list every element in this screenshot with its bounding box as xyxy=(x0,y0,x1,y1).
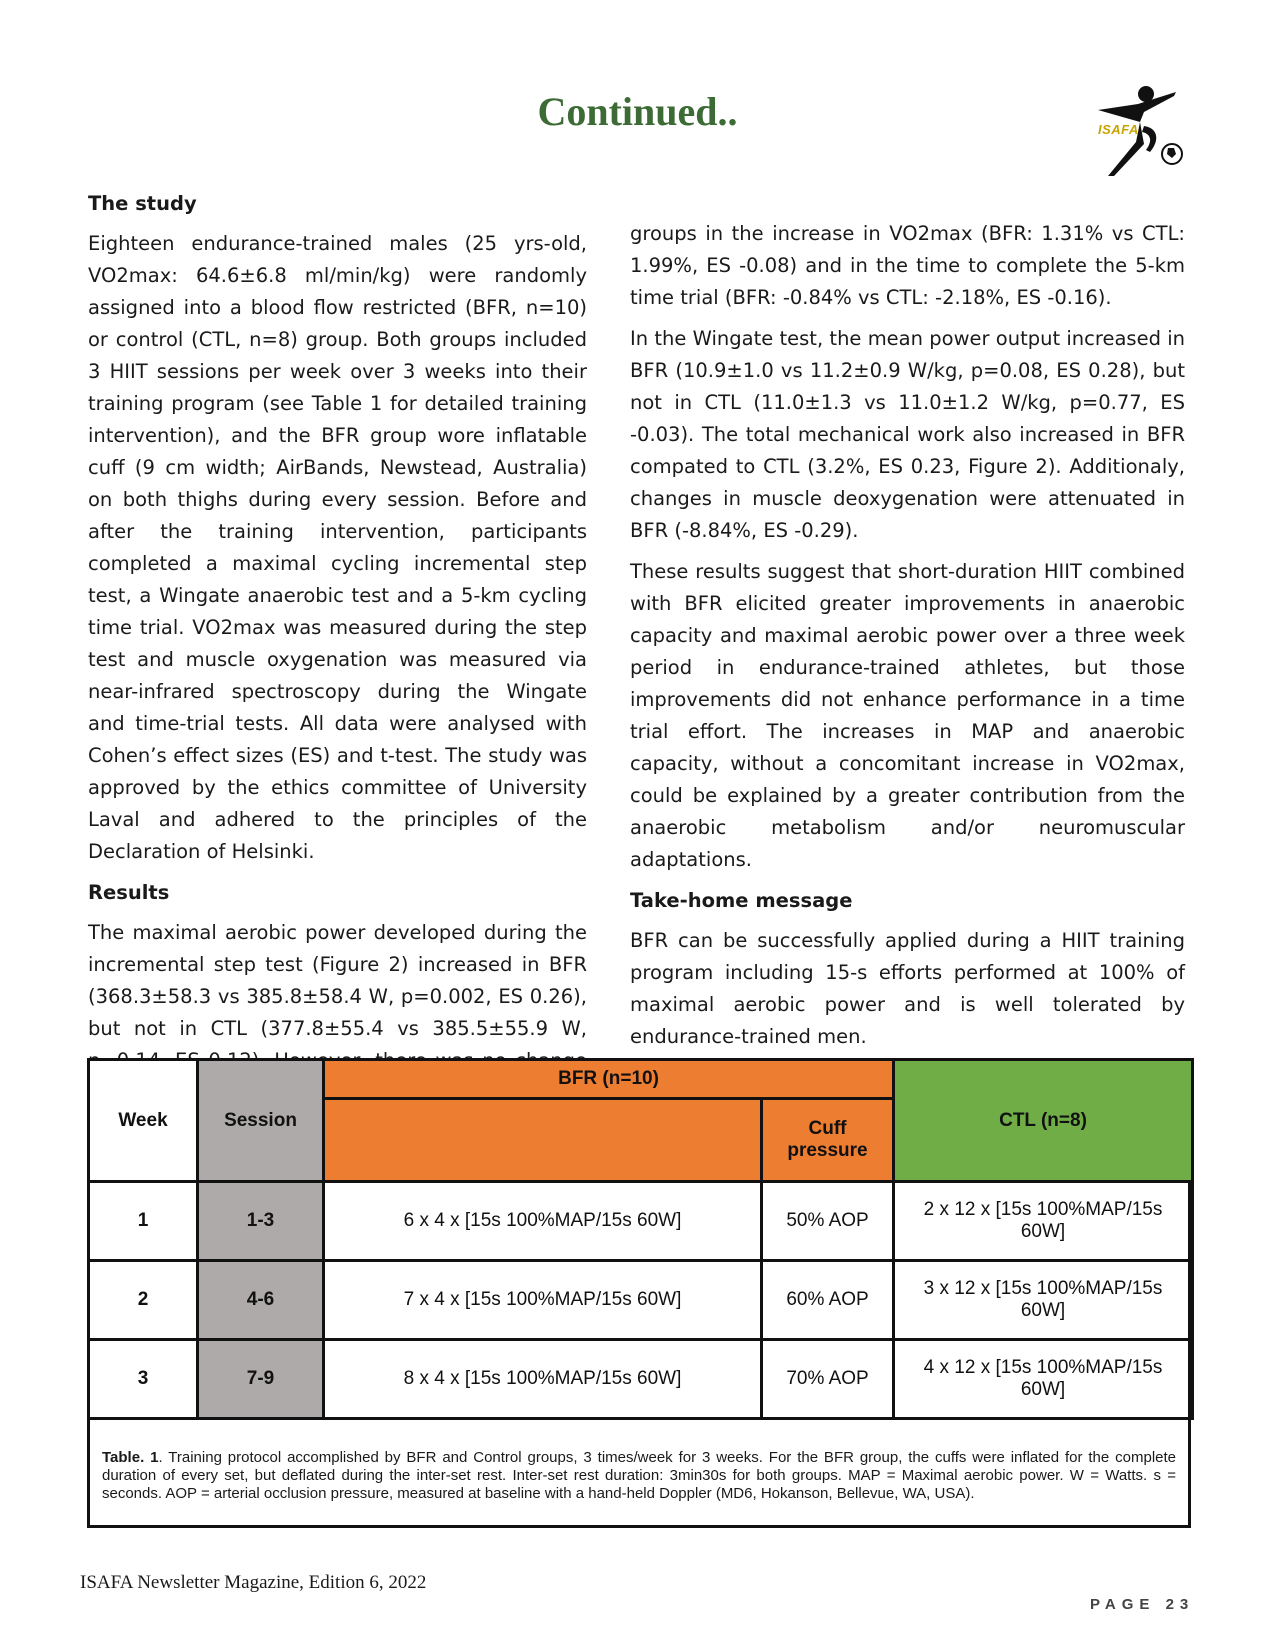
session-header: Session xyxy=(198,1060,324,1182)
results-paragraph: The maximal aerobic power developed during the incremental step test (Figure 2) increased in BFR (368.3±58.3 vs 385.8±58.4 W, p=0.002, ES 0.26), but not in CTL (377.8±55.4 vs 385.5±55.9 W, xyxy=(88,921,587,1040)
results-continued-paragraph: groups in the increase in VO2max (BFR: 1.31% vs CTL: 1.99%, ES -0.08) and in the time to complete the 5-km time trial (BFR: -0.84% vs CTL: -2.18%, ES -0.16). xyxy=(630,222,1185,309)
caption-label: Table. 1 xyxy=(102,1449,159,1466)
week-cell: 3 xyxy=(89,1340,198,1419)
ctl-protocol-cell: 4 x 12 x [15s 100%MAP/15s 60W] xyxy=(894,1340,1193,1419)
bfr-subheader-blank xyxy=(324,1099,762,1182)
cuff-pressure-cell: 70% AOP xyxy=(762,1340,894,1419)
table-row xyxy=(89,1340,1193,1419)
logo-text: ISAFA xyxy=(1098,122,1139,137)
page-number: PAGE 23 xyxy=(1090,1596,1195,1613)
protocol-grid xyxy=(87,1058,1194,1420)
bfr-protocol-cell: 8 x 4 x [15s 100%MAP/15s 60W] xyxy=(324,1340,762,1419)
ctl-header: CTL (n=8) xyxy=(894,1060,1193,1182)
session-cell: 4-6 xyxy=(198,1261,324,1340)
takehome-heading: Take-home message xyxy=(630,889,853,912)
week-cell: 1 xyxy=(89,1182,198,1261)
left-column xyxy=(88,188,587,1118)
study-paragraph: Eighteen endurance-trained males (25 yrs-old, VO2max: 64.6±6.8 ml/min/kg) were randomly assigned into a blood flow restricted (BFR, n=10) or control (CTL, n=8) group. Both groups included 3 HIIT sessions per week over 3 weeks into their training program (see Table 1 for detailed training intervention), and the BFR group wore inflatable cuff (9 cm width; AirBands, Newstead, Australia) on both thighs during every session. Before and after the training intervention, participants completed a maximal cycling incremental step test, a Wingate anaerobic test and a 5-km cycling time trial. VO2max was measured during the step test and muscle oxygenation was measured via near-infrared spectroscopy during the Wingate and time-trial tests. All data were analysed with Cohen’s effect sizes (ES) and t-test. The study was approved by the ethics committee of University Laval and adhered to the principles of the Declaration of Helsinki. xyxy=(88,232,587,863)
session-cell: 1-3 xyxy=(198,1182,324,1261)
bfr-protocol-cell: 6 x 4 x [15s 100%MAP/15s 60W] xyxy=(324,1182,762,1261)
table-row xyxy=(89,1182,1193,1261)
week-header: Week xyxy=(89,1060,198,1182)
bfr-header: BFR (n=10) xyxy=(324,1060,894,1099)
right-column xyxy=(630,218,1185,1062)
cuff-pressure-cell: 50% AOP xyxy=(762,1182,894,1261)
cuff-pressure-cell: 60% AOP xyxy=(762,1261,894,1340)
conclusion-paragraph: These results suggest that short-duration HIIT combined with BFR elicited greater improvements in anaerobic capacity and maximal aerobic power over a three week period in endurance-trained athletes, but those improvements did not enhance performance in a time trial effort. The increases in MAP and anaerobic capacity, without a concomitant increase in VO2max, could be explained by a greater contribution from the anaerobic metabolism and/or neuromuscular adaptations. xyxy=(630,560,1185,871)
training-protocol-table xyxy=(87,1058,1191,1528)
ctl-protocol-cell: 3 x 12 x [15s 100%MAP/15s 60W] xyxy=(894,1261,1193,1340)
bfr-protocol-cell: 7 x 4 x [15s 100%MAP/15s 60W] xyxy=(324,1261,762,1340)
week-cell: 2 xyxy=(89,1261,198,1340)
study-heading: The study xyxy=(88,192,197,215)
isafa-logo xyxy=(1088,82,1188,182)
caption-text: . Training protocol accomplished by BFR and Control groups, 3 times/week for 3 weeks. For the BFR group, the cuffs were inflated for the complete duration of every set, but deflated during the inter-set rest. Inter-set rest duration: 3min30s for both groups. MAP = Maximal aerobic power. W = Watts. s = seconds. AOP = arterial occlusion pressure, measured at baseline with a hand-held Doppler (MD6, Hokanson, Bellevue, WA, USA). xyxy=(102,1449,1176,1502)
results-heading: Results xyxy=(88,881,170,904)
wingate-paragraph: In the Wingate test, the mean power output increased in BFR (10.9±1.0 vs 11.2±0.9 W/kg, p=0.08, ES 0.28), but not in CTL (11.0±1.3 vs 11.0±1.2 W/kg, p=0.77, ES -0.03). The total mechanical work also increased in BFR compated to CTL (3.2%, ES 0.23, Figure 2). Additionaly, changes in muscle deoxygenation were attenuated in BFR (-8.84%, ES -0.29). xyxy=(630,327,1185,542)
page-title: Continued.. xyxy=(537,89,738,134)
cuff-pressure-header: Cuff pressure xyxy=(762,1099,894,1182)
session-cell: 7-9 xyxy=(198,1340,324,1419)
footer-publication: ISAFA Newsletter Magazine, Edition 6, 2022 xyxy=(80,1572,427,1593)
ctl-protocol-cell: 2 x 12 x [15s 100%MAP/15s 60W] xyxy=(894,1182,1193,1261)
takehome-paragraph: BFR can be successfully applied during a HIIT training program including 15-s efforts performed at 100% of maximal aerobic power and is well tolerated by endurance-trained men. xyxy=(630,929,1185,1048)
table-row xyxy=(89,1261,1193,1340)
table-caption xyxy=(102,1449,1176,1503)
